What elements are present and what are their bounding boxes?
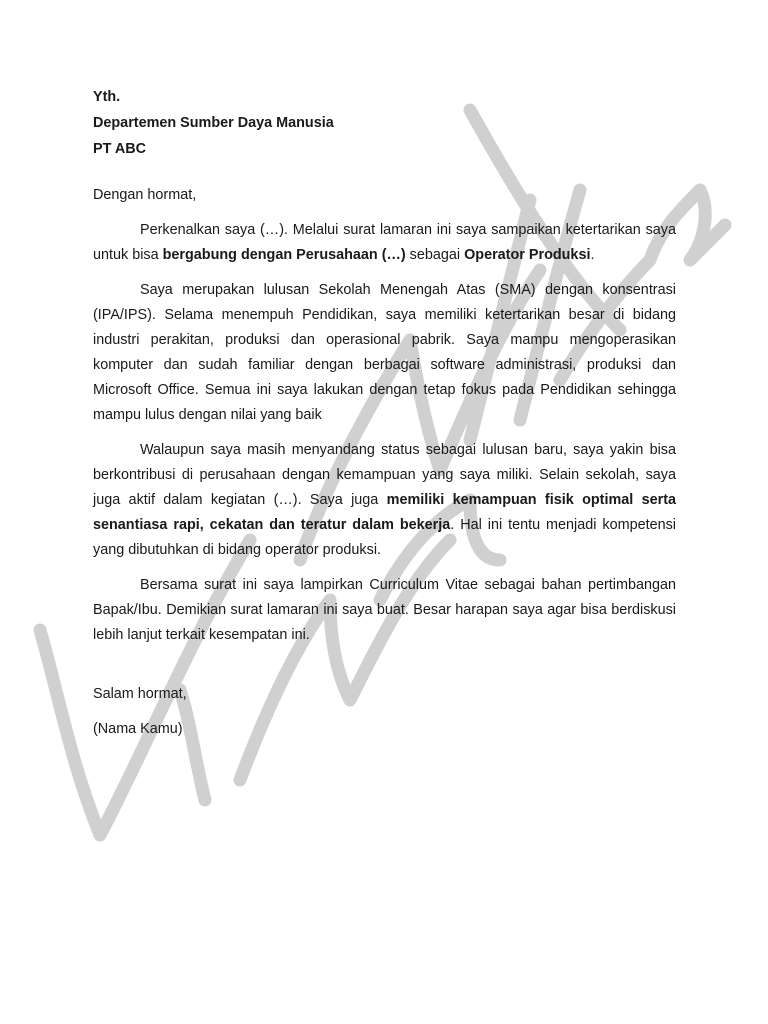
bold-segment: bergabung dengan Perusahaan (…) [162,247,406,263]
cover-letter [93,84,676,752]
closing-greeting: Salam hormat, [93,686,187,702]
recipient-block [93,84,676,162]
text-segment: . Hal ini tentu menjadi kompetensi yang dibutuhkan di bidang operator produksi. [93,517,676,558]
recipient-company: PT ABC [93,141,147,157]
salutation: Dengan hormat, [93,187,197,203]
bold-segment: Operator Produksi [464,247,591,263]
sender-name: (Nama Kamu) [93,721,183,737]
bold-segment: memiliki kemampuan fisik optimal serta senantiasa rapi, cekatan dan teratur dalam bekerja [93,492,676,533]
closing-block [93,682,676,742]
recipient-line-1: Yth. [93,89,121,105]
recipient-department: Departemen Sumber Daya Manusia [93,115,334,131]
paragraph-skills [93,438,676,563]
paragraph-education: Saya merupakan lulusan Sekolah Menengah Atas (SMA) dengan konsentrasi (IPA/IPS). Selama menempuh Pendidikan, saya memiliki ketertarikan besar di bidang industri perakitan, produksi dan operasional pabrik. Saya mampu mengoperasikan komputer dan sudah familiar dengan berbagai software administrasi, produksi dan Microsoft Office. Semua ini saya lakukan dengan tetap fokus pada Pendidikan sehingga mampu lulus dengan nilai yang baik [93,282,676,423]
text-segment: sebagai [405,247,465,263]
text-segment: Perkenalkan saya (…). Melalui surat lamaran ini saya sampaikan ketertarikan saya untuk bisa [93,222,676,263]
paragraph-introduction [93,218,676,268]
text-segment: Walaupun saya masih menyandang status sebagai lulusan baru, saya yakin bisa berkontribusi di perusahaan dengan kemampuan yang saya miliki. Selain sekolah, saya juga aktif dalam kegiatan (…). Saya juga [93,442,676,508]
text-segment: . [590,247,595,263]
paragraph-closing: Bersama surat ini saya lampirkan Curriculum Vitae sebagai bahan pertimbangan Bapak/Ibu. Demikian surat lamaran ini saya buat. Besar harapan saya agar bisa berdiskusi lebih lanjut terkait kesempatan ini. [93,577,676,643]
